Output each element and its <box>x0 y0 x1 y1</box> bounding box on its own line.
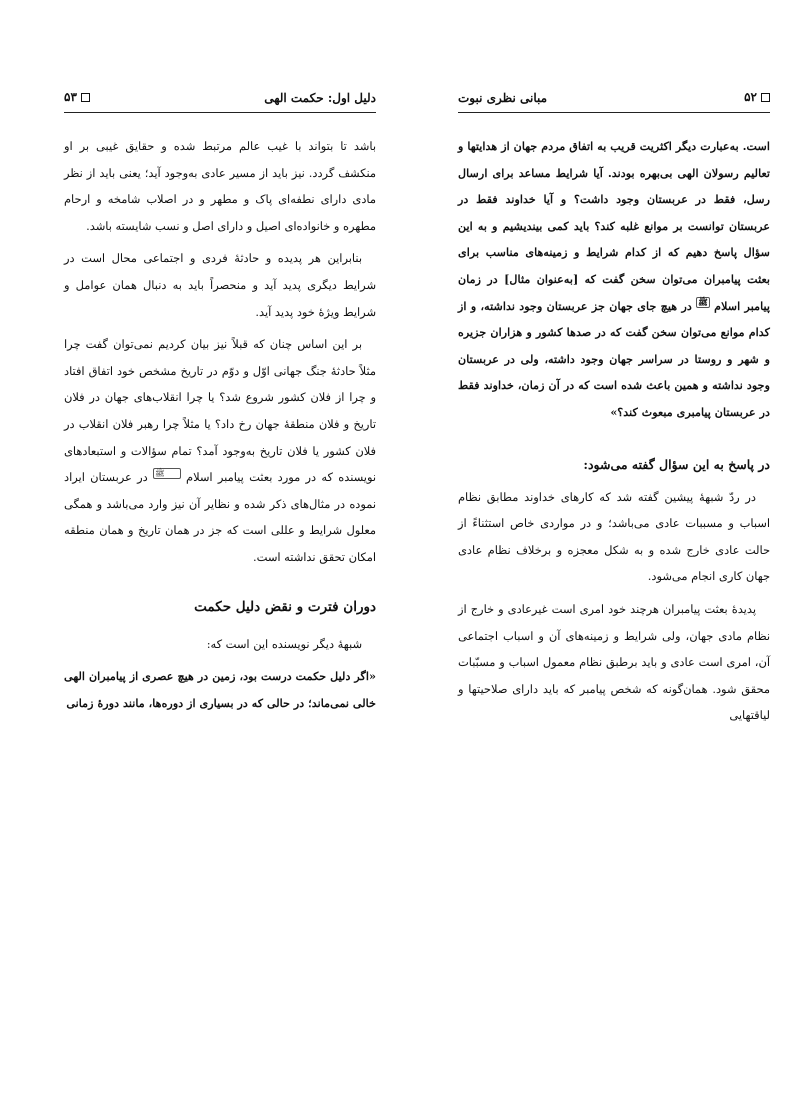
left-paragraph-1: باشد تا بتواند با غیب عالم مرتبط شده و حقایق غیبی بر او منکشف گردد. نیز باید از مسیر عادی به‌وجود آید؛ یعنی باید از نظر مادی دارای نطفه‌ای پاک و مطهر و در اصلاب شامخه و ارحام مطهره و خانواده‌ای اصیل و دارای اصل و نسب شایسته باشد. <box>64 139 376 233</box>
right-paragraph-2: پدیدهٔ بعثت پیامبران هرچند خود امری است غیرعادی و خارج از نظام مادی جهان، ولی شرایط و زمینه‌های آن و اسباب اجتماعی آن، امری است عادی و باید برطبق نظام معمول اسباب و مسبّبات محقق شود. همان‌گونه که شخص پیامبر که باید دارای صلاحیتها و لیاقتهایی <box>458 601 770 723</box>
page-square-icon <box>761 93 770 102</box>
right-page-number-text: ۵۲ <box>744 90 757 104</box>
left-paragraph-3 <box>64 331 376 570</box>
intro-line: شبههٔ دیگر نویسنده این است که: <box>206 636 362 651</box>
left-page-content <box>64 133 376 716</box>
right-page-number <box>744 90 770 104</box>
quote-continued-1: است. به‌عبارت دیگر اکثریت قریب به اتفاق مردم جهان از هدایتها و تعالیم رسولان الهی بی‌بهره بودند. آیا شرایط مساعد برای ارسال رسل، فقط در عربستان وجود داشت؟ و آیا خداوند فقط در عربستان توانست بر موانع غلبه کند؟ باید کمی بیندیشیم و به این سؤال پاسخ دهیم که از کدام شرایط و زمینه‌های مناسب برای بعثت پیامبران می‌توان سخن گفت که [به‌عنوان مثال] در زمان پیامبر اسلام <box>458 139 770 313</box>
right-page-header <box>458 86 770 113</box>
quote-start: «اگر دلیل حکمت درست بود، زمین در هیچ عصری از پیامبران الهی خالی نمی‌ماند؛ در حالی که در بسیاری از دوره‌ها، مانند دورهٔ زمانی <box>64 669 376 710</box>
section-title: دوران فترت و نقض دلیل حکمت <box>194 598 376 615</box>
left-paragraph-3-text: بر این اساس چنان که قبلاً نیز بیان کردیم نمی‌توان گفت چرا مثلاً حادثهٔ جنگ جهانی اوّل و دوّم در تاریخ مشخص خود اتفاق افتاد و چرا از فلان کشور شروع شد؟ یا چرا انقلاب‌های جهان در فلان تاریخ و فلان منطقهٔ جهان رخ داد؟ یا مثلاً چرا رهبر فلان انقلاب در فلان کشور یا فلان تاریخ به‌وجود آمد؟ تمام سؤالات و استبعادهای نویسنده که در مورد بعثت پیامبر اسلام <box>64 337 377 485</box>
left-header-title: دلیل اول: حکمت الهی <box>264 91 376 105</box>
quote-continued-2: در هیچ جای جهان جز عربستان وجود نداشته، و از کدام موانع می‌توان سخن گفت که در صدها کشور و هزاران جزیره و شهر و روستا در سراسر جهان وجود داشته، ولی در عربستان وجود نداشته و همین باعث شده است که در آن زمان، خداوند فقط در عربستان پیامبری مبعوث کند؟» <box>458 298 770 419</box>
left-page-header <box>64 86 376 113</box>
page-square-icon <box>81 93 90 102</box>
left-page-number <box>64 90 90 104</box>
left-paragraph-3-cont: در عربستان ایراد نموده در مثال‌های ذکر شده و نظایر آن نیز وارد می‌باشد و همگی معلول شرایط و عللی است که جز در همان تاریخ و همان منطقه امکان تحقق نداشته است. <box>64 470 376 564</box>
left-paragraph-2: بنابراین هر پدیده و حادثهٔ فردی و اجتماعی محال است در شرایط دیگری پدید آید و منحصراً باید به دنبال همان عوامل و شرایط ویژهٔ خود پدید آید. <box>64 251 376 319</box>
salawat-icon: ﷺ <box>153 468 181 479</box>
right-page <box>458 86 770 1046</box>
salawat-icon: ﷺ <box>698 296 708 307</box>
answer-heading: در پاسخ به این سؤال گفته می‌شود: <box>583 456 770 472</box>
left-page <box>64 86 376 1046</box>
right-paragraph-1: در ردّ شبههٔ پیشین گفته شد که کارهای خداوند مطابق نظام اسباب و مسببات عادی می‌باشد؛ و در مواردی خاص استثناءً از حالت عادی خارج شده و به شکل معجزه و برخلاف نظام عادی جهان کاری انجام می‌شود. <box>458 489 770 584</box>
left-page-number-text: ۵۳ <box>64 90 77 104</box>
quote-continued <box>458 133 770 426</box>
right-header-title: مبانی نظری نبوت <box>458 91 548 105</box>
right-page-content <box>458 133 770 729</box>
